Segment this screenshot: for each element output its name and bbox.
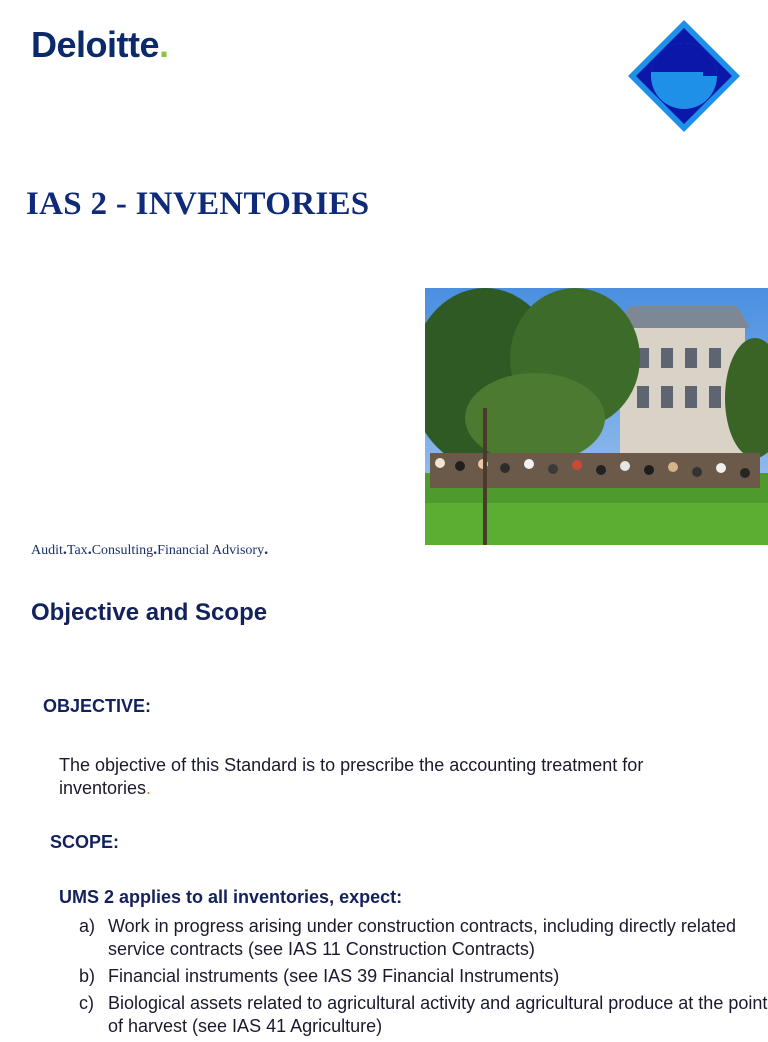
tagline-sep: . xyxy=(87,541,92,558)
list-text: Biological assets related to agricultural activity and agricultural produce at the point of harvest (see IAS 41 Agriculture) xyxy=(108,993,768,1036)
campus-photo xyxy=(425,288,768,545)
scope-list xyxy=(79,915,768,1042)
list-text: Work in progress arising under construction contracts, including directly related service contracts (see IAS 11 Construction Contracts) xyxy=(108,916,736,959)
list-marker: a) xyxy=(79,916,96,936)
tagline-sep: . xyxy=(264,541,269,558)
tagline-audit: Audit xyxy=(31,543,63,558)
document-title: IAS 2 - INVENTORIES xyxy=(26,186,370,222)
list-marker: b) xyxy=(79,966,96,986)
objective-paragraph xyxy=(59,754,709,800)
list-item xyxy=(79,992,768,1038)
diamond-emblem-icon xyxy=(628,20,740,132)
service-tagline xyxy=(31,541,268,559)
tagline-sep: . xyxy=(62,541,67,558)
brand-dot: . xyxy=(159,24,169,65)
tagline-sep: . xyxy=(153,541,158,558)
tagline-consulting: Consulting xyxy=(91,543,154,558)
section-title: Objective and Scope xyxy=(31,599,268,626)
scope-label: SCOPE: xyxy=(50,832,120,852)
objective-text: The objective of this Standard is to prescribe the accounting treatment for inventories xyxy=(59,755,644,798)
tagline-financial-advisory: Financial Advisory xyxy=(157,543,265,558)
deloitte-logo xyxy=(31,24,169,66)
brand-name: Deloitte xyxy=(31,24,160,65)
scope-heading: UMS 2 applies to all inventories, expect: xyxy=(59,887,403,907)
objective-label: OBJECTIVE: xyxy=(43,696,152,716)
tagline-tax: Tax xyxy=(66,543,88,558)
list-item xyxy=(79,965,768,988)
list-item xyxy=(79,915,768,961)
list-text: Financial instruments (see IAS 39 Financial Instruments) xyxy=(108,966,560,986)
objective-end-dot: . xyxy=(146,778,152,798)
list-marker: c) xyxy=(79,993,94,1013)
